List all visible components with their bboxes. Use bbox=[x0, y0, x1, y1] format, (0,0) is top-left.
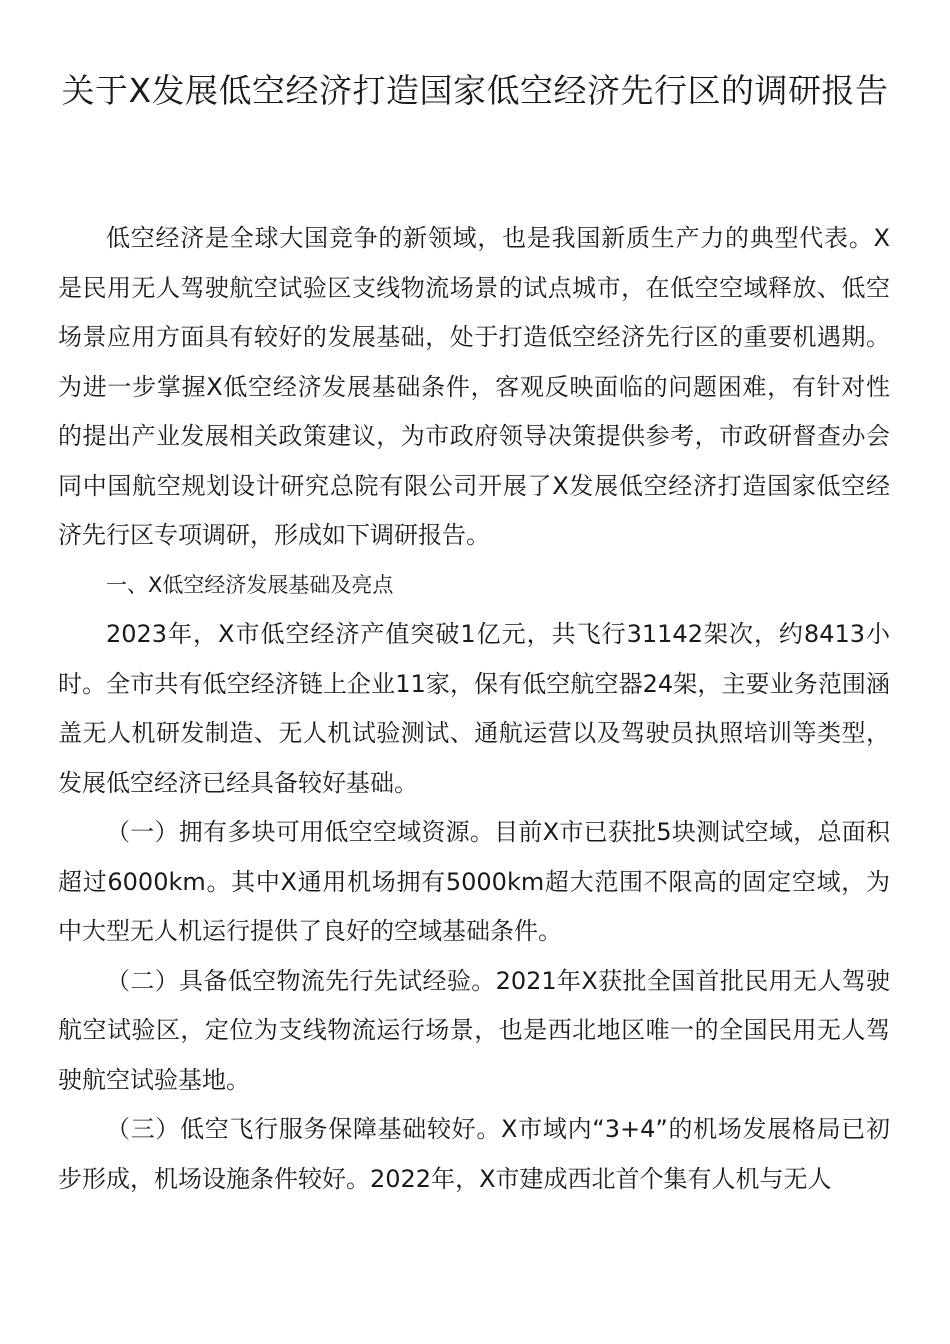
paragraph-logistics-experience: （二）具备低空物流先行先试经验。2021年X获批全国首批民用无人驾驶航空试验区，定位为支线物流运行场景，也是西北地区唯一的全国民用无人驾驶航空试验基地。 bbox=[58, 966, 890, 1094]
document-body bbox=[58, 214, 890, 1204]
paragraph-flight-service: （三）低空飞行服务保障基础较好。X市域内“3+4”的机场发展格局已初步形成，机场设施条件较好。2022年，X市建成西北首个集有人机与无人 bbox=[58, 1115, 890, 1193]
section-heading-1: 一、X低空经济发展基础及亮点 bbox=[106, 572, 394, 597]
paragraph-intro: 低空经济是全球大国竞争的新领域，也是我国新质生产力的典型代表。X是民用无人驾驶航空试验区支线物流场景的试点城市，在低空空域释放、低空场景应用方面具有较好的发展基础，处于打造低空经济先行区的重要机遇期。为进一步掌握X低空经济发展基础条件，客观反映面临的问题困难，有针对性的提出产业发展相关政策建议，为市政府领导决策提供参考，市政研督查办会同中国航空规划设计研究总院有限公司开展了X发展低空经济打造国家低空经济先行区专项调研，形成如下调研报告。 bbox=[58, 224, 890, 549]
document-title: 关于X发展低空经济打造国家低空经济先行区的调研报告 bbox=[61, 71, 889, 110]
paragraph-overview-2023: 2023年，X市低空经济产值突破1亿元，共飞行31142架次，约8413小时。全市共有低空经济链上企业11家，保有低空航空器24架，主要业务范围涵盖无人机研发制造、无人机试验测试、通航运营以及驾驶员执照培训等类型，发展低空经济已经具备较好基础。 bbox=[58, 620, 890, 797]
paragraph-airspace-resources: （一）拥有多块可用低空空域资源。目前X市已获批5块测试空域，总面积超过6000km。其中X通用机场拥有5000km超大范围不限高的固定空域，为中大型无人机运行提供了良好的空域基础条件。 bbox=[58, 818, 890, 945]
